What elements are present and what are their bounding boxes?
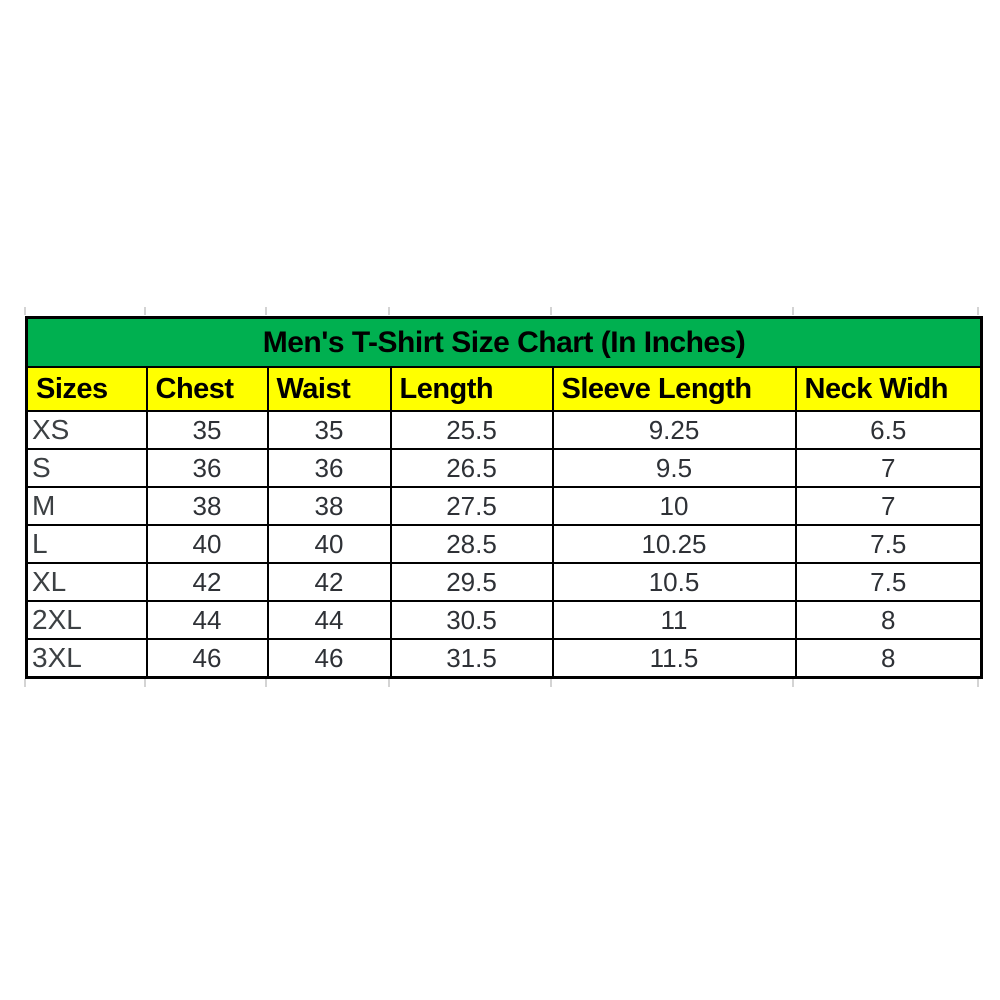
gridline-stub — [792, 679, 794, 687]
table-header-row — [27, 367, 982, 411]
gridline-stub — [550, 307, 552, 315]
column-header-sizes: Sizes — [27, 367, 147, 411]
gridline-stub — [550, 679, 552, 687]
gridline-stub — [265, 307, 267, 315]
chest-value-cell: 40 — [147, 525, 268, 563]
length-value-cell: 25.5 — [391, 411, 553, 449]
neck-width-value-cell: 7.5 — [796, 563, 982, 601]
length-value-cell: 30.5 — [391, 601, 553, 639]
size-label-cell: L — [27, 525, 147, 563]
size-label-cell: XL — [27, 563, 147, 601]
chest-value-cell: 46 — [147, 639, 268, 678]
column-header-waist: Waist — [268, 367, 391, 411]
chest-value-cell: 36 — [147, 449, 268, 487]
gridline-stub — [144, 679, 146, 687]
size-label-cell: 3XL — [27, 639, 147, 678]
table-row-m — [27, 487, 982, 525]
gridline-stub — [24, 307, 26, 315]
column-header-neck-width: Neck Widh — [796, 367, 982, 411]
neck-width-value-cell: 6.5 — [796, 411, 982, 449]
column-header-chest: Chest — [147, 367, 268, 411]
waist-value-cell: 42 — [268, 563, 391, 601]
sleeve-length-value-cell: 10.5 — [553, 563, 796, 601]
sleeve-length-value-cell: 11.5 — [553, 639, 796, 678]
waist-value-cell: 38 — [268, 487, 391, 525]
gridline-stub — [24, 679, 26, 687]
chest-value-cell: 44 — [147, 601, 268, 639]
waist-value-cell: 40 — [268, 525, 391, 563]
sleeve-length-value-cell: 9.5 — [553, 449, 796, 487]
size-label-cell: XS — [27, 411, 147, 449]
table-title: Men's T-Shirt Size Chart (In Inches) — [27, 318, 982, 368]
size-label-cell: M — [27, 487, 147, 525]
chest-value-cell: 35 — [147, 411, 268, 449]
table-title-row — [27, 318, 982, 368]
length-value-cell: 27.5 — [391, 487, 553, 525]
size-label-cell: S — [27, 449, 147, 487]
table-row-l — [27, 525, 982, 563]
sleeve-length-value-cell: 10 — [553, 487, 796, 525]
sleeve-length-value-cell: 11 — [553, 601, 796, 639]
chest-value-cell: 42 — [147, 563, 268, 601]
column-header-sleeve-length: Sleeve Length — [553, 367, 796, 411]
size-chart-table — [25, 316, 980, 679]
waist-value-cell: 36 — [268, 449, 391, 487]
size-chart — [25, 316, 983, 679]
neck-width-value-cell: 8 — [796, 639, 982, 678]
length-value-cell: 29.5 — [391, 563, 553, 601]
neck-width-value-cell: 7.5 — [796, 525, 982, 563]
gridline-stub — [977, 307, 979, 315]
table-row-s — [27, 449, 982, 487]
table-row-xl — [27, 563, 982, 601]
gridline-stub — [792, 307, 794, 315]
waist-value-cell: 46 — [268, 639, 391, 678]
sleeve-length-value-cell: 10.25 — [553, 525, 796, 563]
length-value-cell: 26.5 — [391, 449, 553, 487]
gridline-stub — [265, 679, 267, 687]
length-value-cell: 28.5 — [391, 525, 553, 563]
gridline-stub — [977, 679, 979, 687]
waist-value-cell: 35 — [268, 411, 391, 449]
size-label-cell: 2XL — [27, 601, 147, 639]
neck-width-value-cell: 7 — [796, 449, 982, 487]
waist-value-cell: 44 — [268, 601, 391, 639]
sleeve-length-value-cell: 9.25 — [553, 411, 796, 449]
gridline-stub — [388, 307, 390, 315]
table-row-3xl — [27, 639, 982, 678]
column-header-length: Length — [391, 367, 553, 411]
neck-width-value-cell: 7 — [796, 487, 982, 525]
neck-width-value-cell: 8 — [796, 601, 982, 639]
table-row-2xl — [27, 601, 982, 639]
table-row-xs — [27, 411, 982, 449]
gridline-stub — [388, 679, 390, 687]
chest-value-cell: 38 — [147, 487, 268, 525]
length-value-cell: 31.5 — [391, 639, 553, 678]
gridline-stub — [144, 307, 146, 315]
